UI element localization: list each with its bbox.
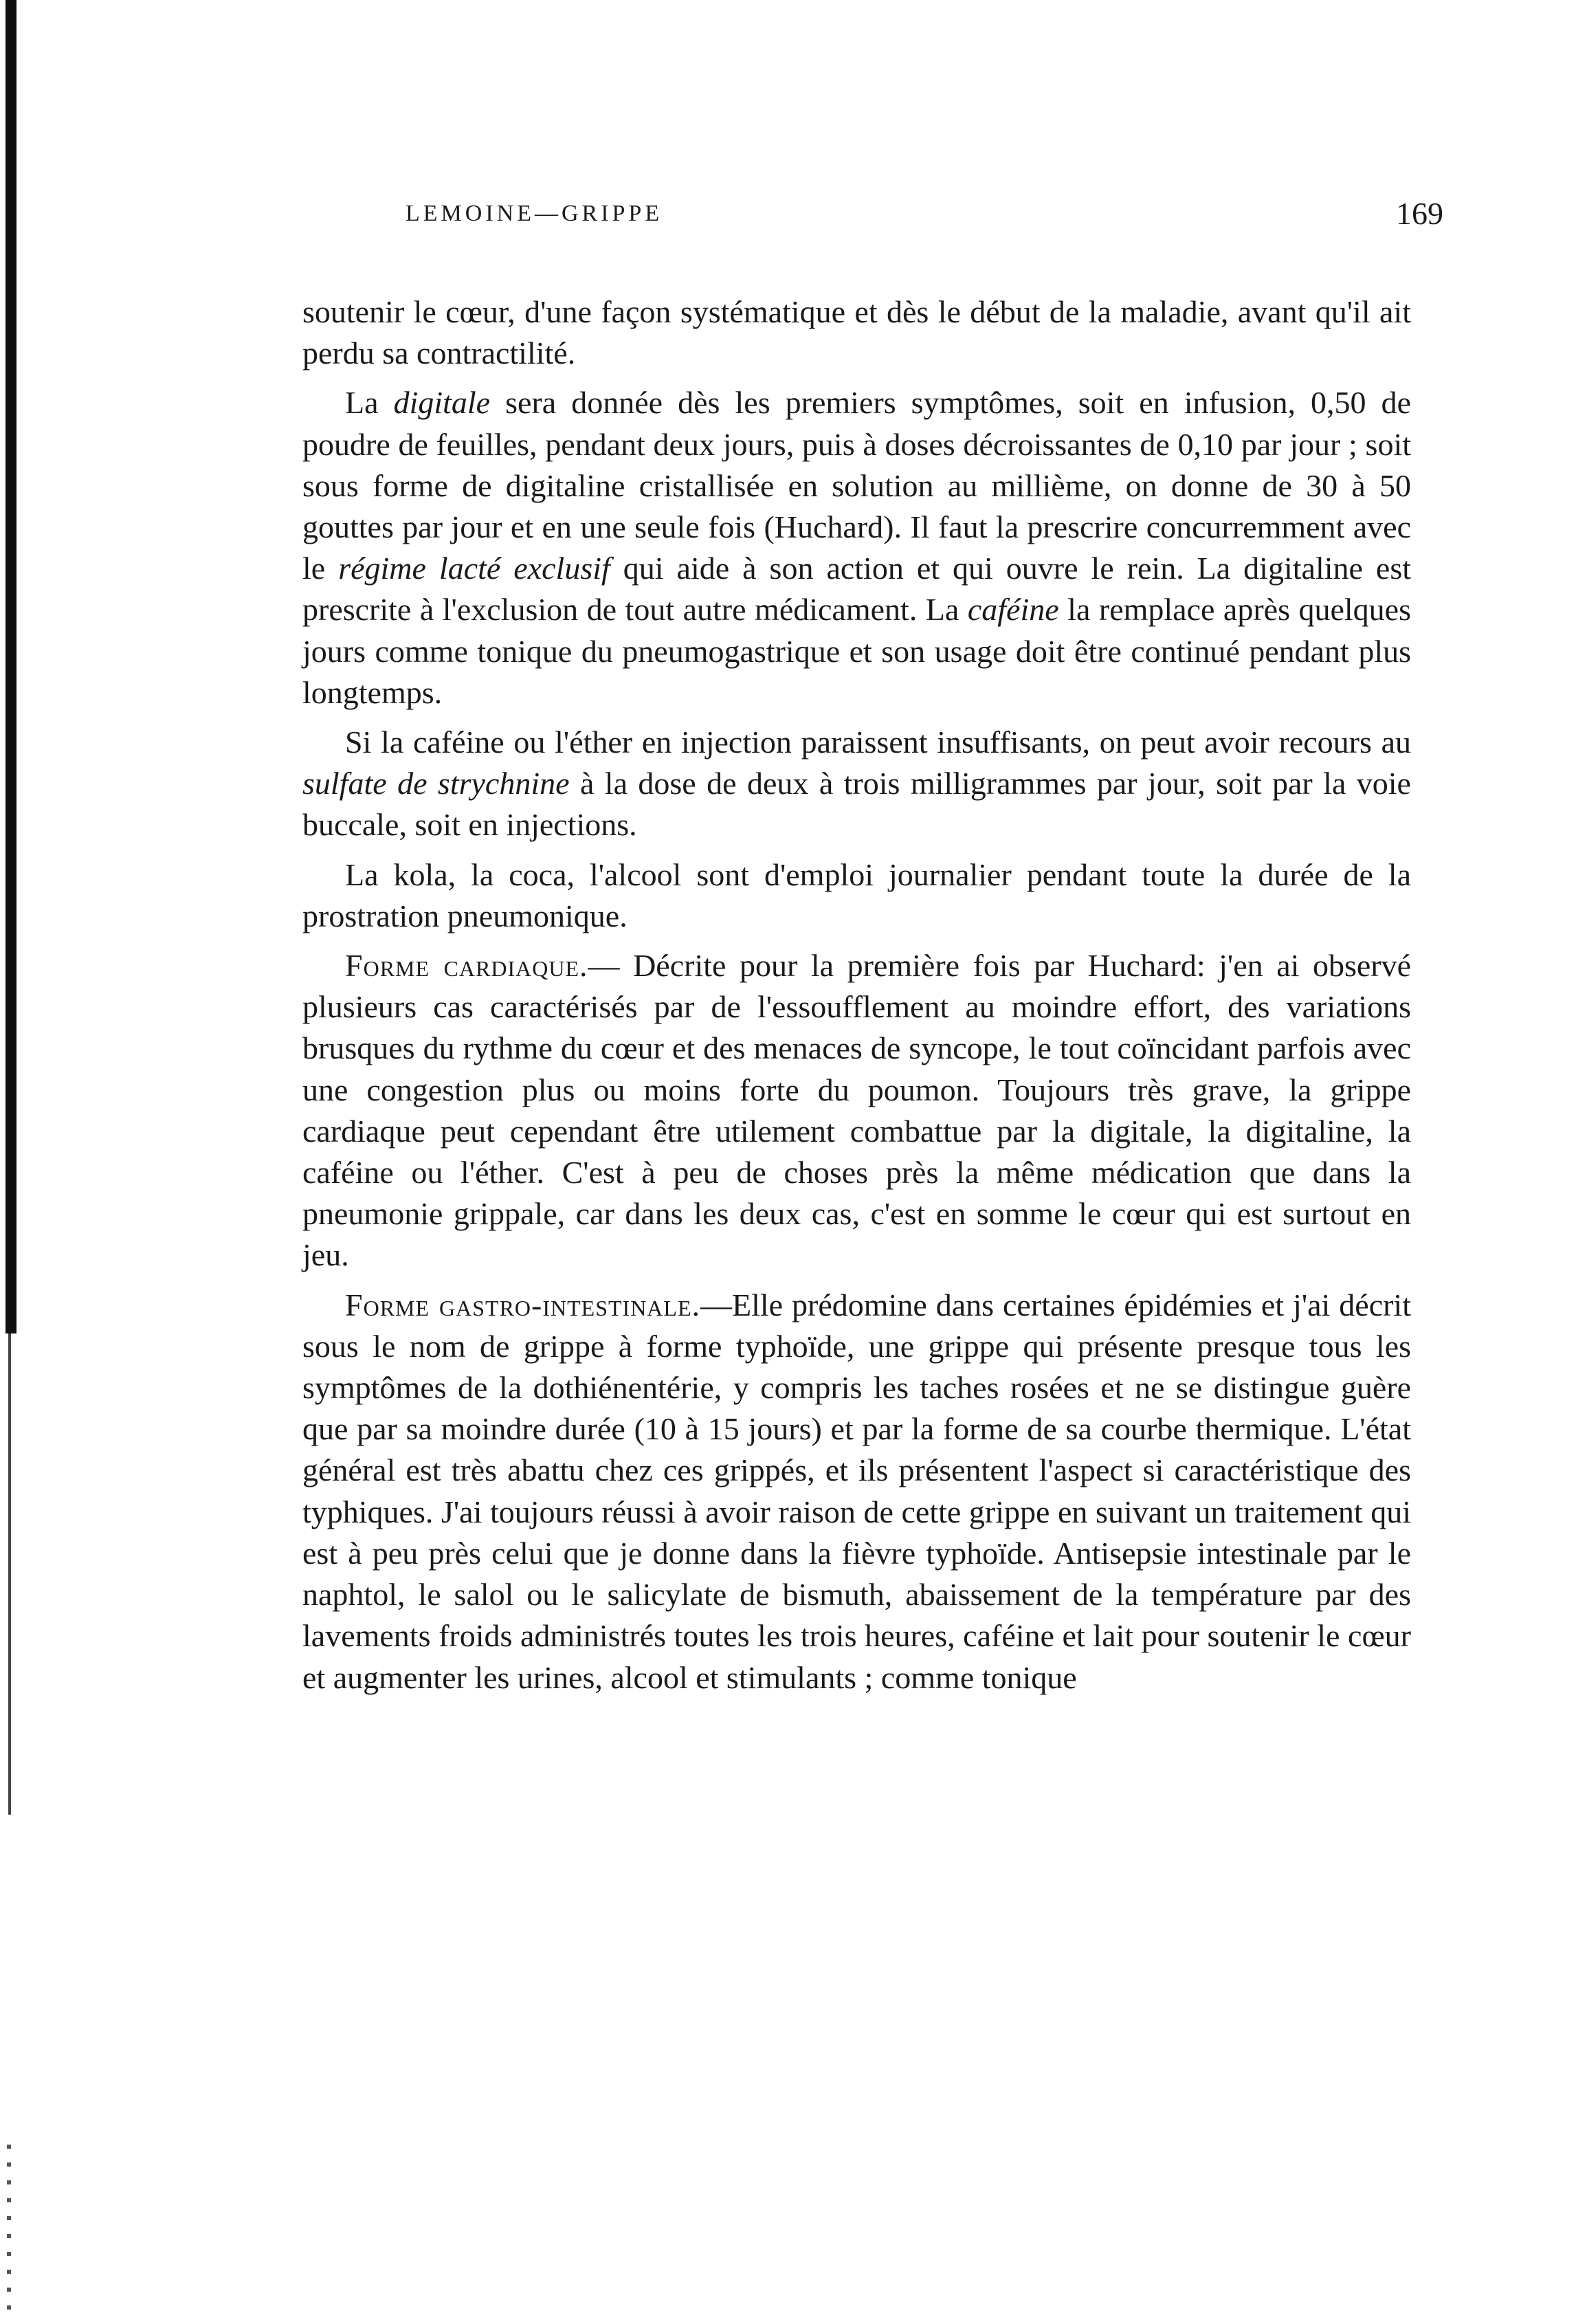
text-run: La <box>345 385 394 421</box>
italic-term: régime lacté exclusif <box>338 551 610 586</box>
text-run: la remplace après quelques jours comme tonique du pneumogastrique et son usage doit être continué pendant plus longtemps. <box>302 592 1411 710</box>
body-text <box>302 291 1411 1707</box>
paragraph-continuation: soutenir le cœur, d'une façon systématique et dès le début de la maladie, avant qu'il ait perdu sa contractilité. <box>302 294 1411 371</box>
text-run: à la dose de deux à trois milligrammes par jour, soit par la voie buccale, soit en injections. <box>302 766 1411 843</box>
italic-term: digitale <box>393 385 491 421</box>
section-heading: Forme cardiaque. <box>345 948 588 984</box>
running-title: LEMOINE—GRIPPE <box>406 201 663 226</box>
italic-term: caféine <box>967 592 1059 628</box>
paragraph-kola: La kola, la coca, l'alcool sont d'emploi journalier pendant toute la durée de la prostration pneumonique. <box>302 856 1411 933</box>
italic-term: sulfate de strychnine <box>302 766 570 801</box>
running-head <box>406 196 1443 242</box>
section-heading: Forme gastro-intestinale. <box>345 1287 701 1323</box>
text-run: Si la caféine ou l'éther en injection paraissent insuffisants, on peut avoir recours au <box>345 724 1411 760</box>
scan-edge-line <box>8 1333 11 1815</box>
paragraph-digitale <box>302 382 1411 713</box>
text-run: —Elle prédomine dans certaines épidémies et j'ai décrit sous le nom de grippe à forme typhoïde, une grippe qui présente presque tous les symptômes de la dothiénentérie, y compris les taches rosées et ne se distingue guère que par sa moindre durée (10 à 15 jours) et par la forme de sa courbe thermique. L'état général est très abattu chez ces grippés, et ils présentent l'aspect si caractéristique des typhiques. J'ai toujours réussi à avoir raison de cette grippe en suivant un traitement qui est à peu près celui que je donne dans la fièvre typhoïde. Antisepsie intestinale par le naphtol, le salol ou le salicylate de bismuth, abaissement de la température par des lavements froids administrés toutes les trois heures, caféine et lait pour soutenir le cœur et augmenter les urines, alcool et stimulants ; comme tonique <box>302 1287 1411 1695</box>
scan-edge-shadow <box>5 0 16 1333</box>
paragraph-forme-gastro-intestinale <box>302 1285 1411 1698</box>
page-number: 169 <box>1396 196 1443 231</box>
text-run: — Décrite pour la première fois par Huchard: j'en ai observé plusieurs cas caractérisés par de l'essoufflement au moindre effort, des variations brusques du rythme du cœur et des menaces de syncope, le tout coïncidant parfois avec une congestion plus ou moins forte du poumon. Toujours très grave, la grippe cardiaque peut cependant être utilement combattue par la digitale, la digitaline, la caféine ou l'éther. C'est à peu de choses près la même médication que dans la pneumonie grippale, car dans les deux cas, c'est en somme le cœur qui est surtout en jeu. <box>302 948 1411 1273</box>
text-run: qui aide à son action et qui ouvre le rein. La digitaline est prescrite à l'exclusion de tout autre médicament. La <box>302 551 1412 628</box>
text-run: sera donnée dès les premiers symptômes, soit en infusion, 0,50 de poudre de feuilles, pendant deux jours, puis à doses décroissantes de 0,10 par jour ; soit sous forme de digitaline cristallisée en solution au millième, on donne de 30 à 50 gouttes par jour et en une seule fois (Huchard). Il faut la prescrire concurremment avec le <box>302 385 1411 586</box>
scan-edge-specks <box>7 2145 11 2323</box>
paragraph-strychnine <box>302 722 1411 846</box>
paragraph-forme-cardiaque <box>302 945 1411 1276</box>
